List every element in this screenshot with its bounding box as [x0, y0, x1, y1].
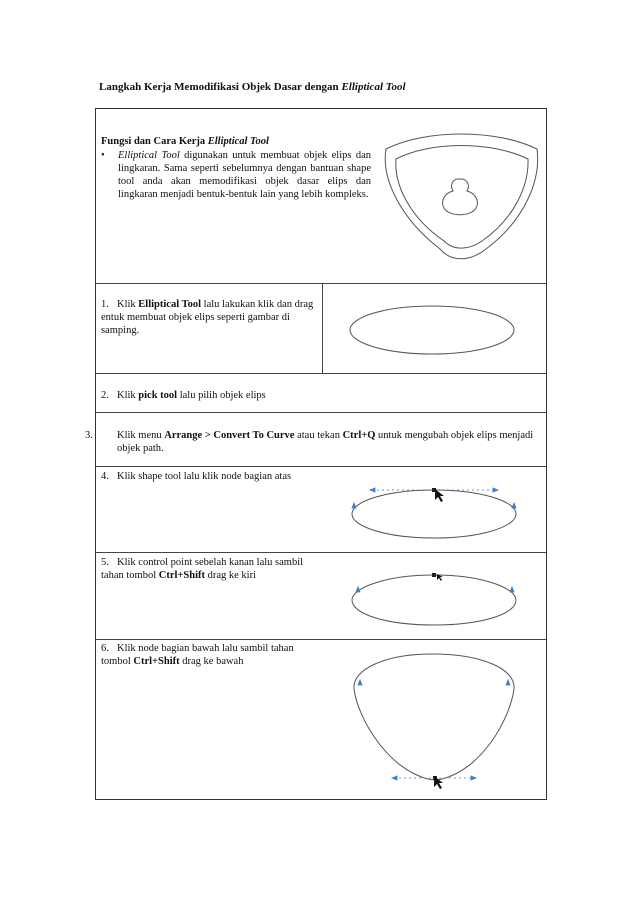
- steps-table: [85, 108, 547, 800]
- step-4: [101, 470, 326, 483]
- step-text: drag ke bawah: [179, 656, 244, 667]
- step-number: 6.: [101, 643, 109, 654]
- step-text: Klik node bagian bawah lalu sambil tahan tombol: [101, 643, 294, 667]
- step-5: [101, 556, 326, 582]
- complex-shape-illustration: [96, 109, 548, 283]
- step-text: Klik: [117, 299, 139, 310]
- step-bold-text: pick tool: [138, 390, 178, 401]
- row-divider: [96, 412, 546, 413]
- ellipse-control-drag-illustration: [322, 552, 548, 639]
- inner-shape: [396, 146, 528, 249]
- step-text: Klik: [117, 390, 139, 401]
- step-number: 2.: [101, 390, 109, 401]
- cursor-icon: [435, 489, 444, 502]
- intro-description-text: digunakan untuk membuat objek elips dan lingkaran. Sama seperti sebelumnya dengan bantuan shape tool anda akan memodifikasi objek dasar elips dan lingkaran menjadi bentuk-bentuk lain yang lebih kompleks.: [118, 150, 372, 200]
- modified-ellipse-shape: [352, 575, 516, 625]
- step-3: [85, 429, 547, 455]
- handle-arrow-icon: [506, 680, 510, 685]
- handle-arrow-icon: [493, 488, 498, 492]
- page-title: [99, 81, 406, 93]
- step-text: Klik menu: [117, 430, 165, 441]
- ellipse-node-select-illustration: [322, 466, 548, 552]
- step-6: [101, 642, 326, 668]
- handle-arrow-icon: [512, 503, 516, 508]
- step-bold-text: Arrange > Convert To Curve: [164, 430, 295, 441]
- step-text: untuk mengubah objek elips menjadi objek path.: [117, 430, 534, 454]
- step-bold-text: Ctrl+Shift: [133, 656, 180, 667]
- handle-arrow-icon: [370, 488, 375, 492]
- drag-bottom-node-illustration: [322, 639, 548, 801]
- handle-arrow-icon: [471, 776, 476, 780]
- step-number: 4.: [101, 471, 109, 482]
- outer-shape: [385, 134, 537, 259]
- bullet-icon: •: [101, 150, 105, 161]
- step-text: Klik shape tool lalu klik node bagian atas: [117, 471, 292, 482]
- handle-arrow-icon: [358, 680, 362, 685]
- cursor-icon: [434, 776, 443, 789]
- step-number: 3.: [85, 430, 93, 441]
- step-2: [101, 389, 501, 402]
- step-bold-text: Ctrl+Q: [342, 430, 376, 441]
- step-1: [101, 298, 321, 337]
- selected-node: [432, 573, 436, 577]
- step-bold-text: Elliptical Tool: [138, 299, 202, 310]
- handle-arrow-icon: [392, 776, 397, 780]
- ellipse-shape: [352, 490, 516, 538]
- shield-shape: [354, 654, 514, 780]
- intro-heading-tool: Elliptical Tool: [207, 136, 269, 147]
- step-text: Klik control point sebelah kanan lalu sambil tahan tombol: [101, 557, 304, 581]
- handle-arrow-icon: [510, 587, 514, 592]
- intro-heading-text: Fungsi dan Cara Kerja: [101, 136, 208, 147]
- row-divider: [96, 373, 546, 374]
- intro-tool-name: Elliptical Tool: [118, 150, 180, 161]
- step-number: 1.: [101, 299, 109, 310]
- step-bold-text: Ctrl+Shift: [158, 570, 205, 581]
- keyhole-shape: [443, 179, 478, 215]
- title-text: Langkah Kerja Memodifikasi Objek Dasar dengan: [99, 81, 342, 93]
- step-text: atau tekan: [294, 430, 343, 441]
- step-number: 5.: [101, 557, 109, 568]
- step-text: drag ke kiri: [204, 570, 257, 581]
- step-text: lalu pilih objek elips: [177, 390, 266, 401]
- step-text: lalu lakukan klik dan drag entuk membuat objek elips seperti gambar di samping.: [101, 299, 314, 336]
- ellipse-illustration: [322, 283, 548, 373]
- title-tool-name: Elliptical Tool: [341, 81, 406, 93]
- handle-arrow-icon: [352, 503, 356, 508]
- handle-arrow-icon: [356, 587, 360, 592]
- ellipse-shape: [350, 306, 514, 354]
